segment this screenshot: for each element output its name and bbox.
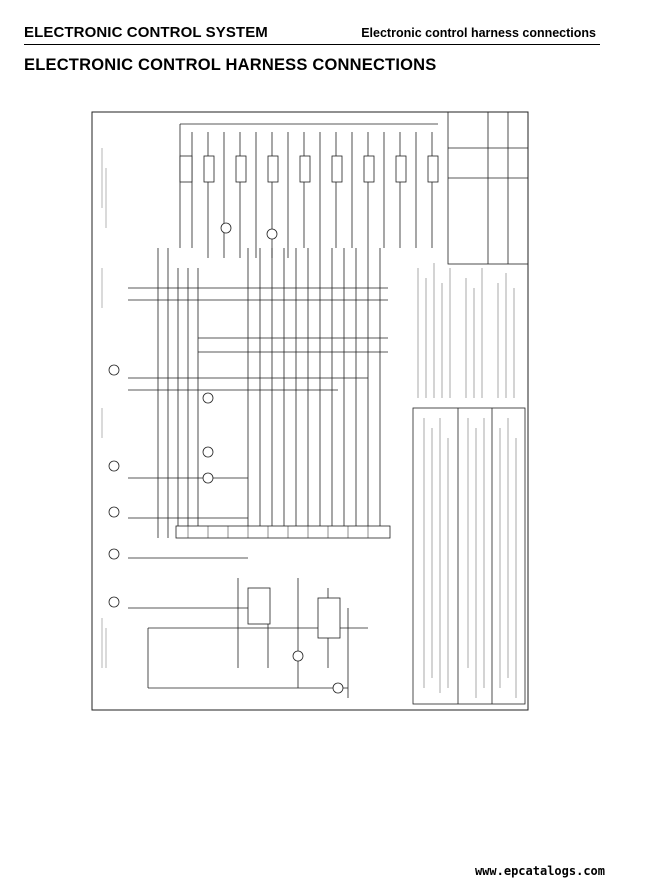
subsection-title: Electronic control harness connections [361,26,596,40]
lower-harness [148,578,368,698]
wiring-diagram-svg [88,108,534,732]
label-ticks [102,148,106,668]
main-harness [128,248,388,608]
top-harness-lines [180,124,438,258]
wiring-diagram [88,108,534,732]
header-rule [24,44,600,45]
page-header [24,24,600,44]
top-connectors [180,156,438,182]
section-title: ELECTRONIC CONTROL SYSTEM [24,24,268,41]
notes-text-lines [418,263,516,698]
footer-url[interactable]: www.epcatalogs.com [474,864,605,878]
diagram-frame [92,112,528,710]
page-title: ELECTRONIC CONTROL HARNESS CONNECTIONS [24,56,437,74]
